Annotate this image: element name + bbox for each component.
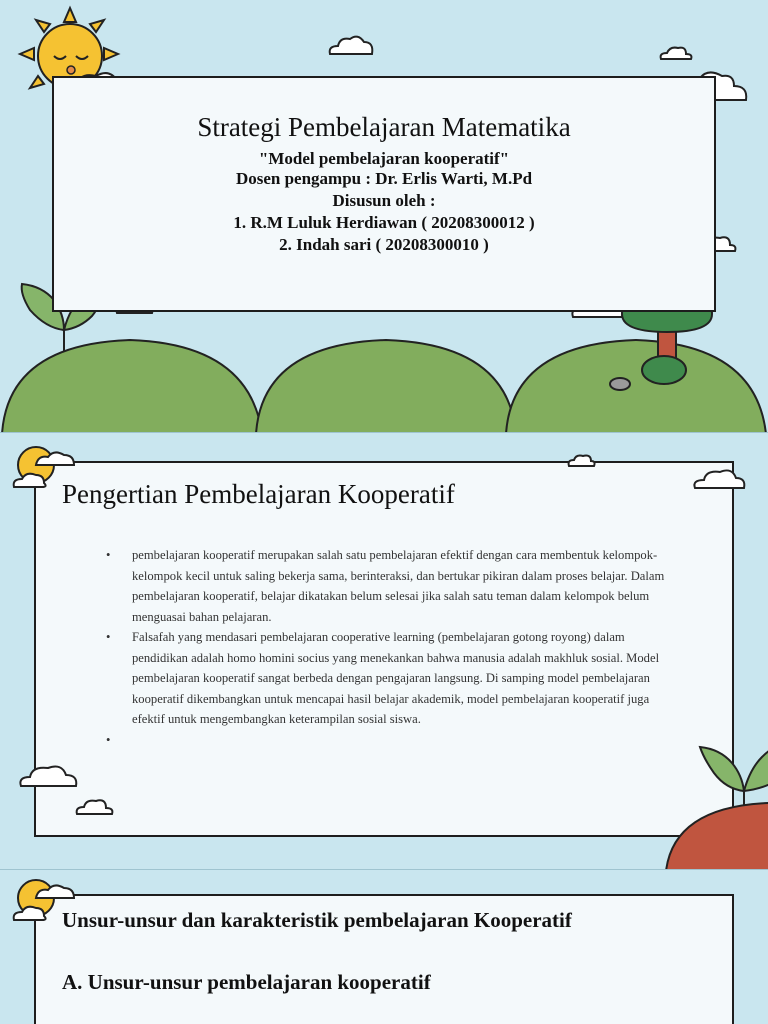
subsection-heading: A. Unsur-unsur pembelajaran kooperatif bbox=[62, 970, 431, 994]
compiled-by-label: Disusun oleh : bbox=[332, 191, 436, 210]
cloud-icon bbox=[692, 467, 748, 491]
soil-mound bbox=[664, 801, 768, 869]
bullet-item bbox=[104, 730, 674, 750]
content-slide-definition bbox=[0, 433, 768, 869]
model-subtitle: "Model pembelajaran kooperatif" bbox=[258, 149, 510, 168]
section-heading: Pengertian Pembelajaran Kooperatif bbox=[62, 479, 455, 509]
author-1: 1. R.M Luluk Herdiawan ( 20208300012 ) bbox=[233, 213, 535, 232]
cloud-icon bbox=[658, 44, 694, 62]
bullet-list bbox=[104, 545, 674, 750]
bullet-item: • Falsafah yang mendasari pembelajaran cooperative learning (pembelajaran gotong royong) dalam pendidikan adalah homo homini socius yang menekankan bahwa manusia adalah makhluk sosial. Model pembelajaran kooperatif sangat berbeda dengan pengajaran langsung. Di samping model pembelajaran kooperatif dikembangkan untuk mencapai hasil belajar akademik, model pembelajaran kooperatif juga efektif untuk mengembangkan keterampilan sosial siswa. bbox=[104, 627, 674, 730]
cloud-icon bbox=[326, 34, 376, 58]
section-heading: Unsur-unsur dan karakteristik pembelajaran Kooperatif bbox=[62, 908, 572, 932]
content-slide-elements bbox=[0, 870, 768, 1024]
lecturer-line: Dosen pengampu : Dr. Erlis Warti, M.Pd bbox=[235, 169, 533, 188]
cloud-icon bbox=[74, 797, 116, 817]
author-2: 2. Indah sari ( 20208300010 ) bbox=[279, 235, 489, 254]
cloud-icon bbox=[18, 763, 80, 789]
title-slide bbox=[0, 0, 768, 432]
page-title: Strategi Pembelajaran Matematika bbox=[197, 112, 571, 142]
bullet-item: • pembelajaran kooperatif merupakan salah satu pembelajaran efektif dengan cara membentuk kelompok-kelompok kecil untuk saling bekerja sama, berinteraksi, dan bertukar pikiran dalam proses belajar. Dalam pembelajaran kooperatif, belajar dikatakan belum selesai jika salah satu teman dalam kelompok belum menguasai bahan pelajaran. bbox=[104, 545, 674, 627]
cloud-icon bbox=[566, 453, 596, 469]
